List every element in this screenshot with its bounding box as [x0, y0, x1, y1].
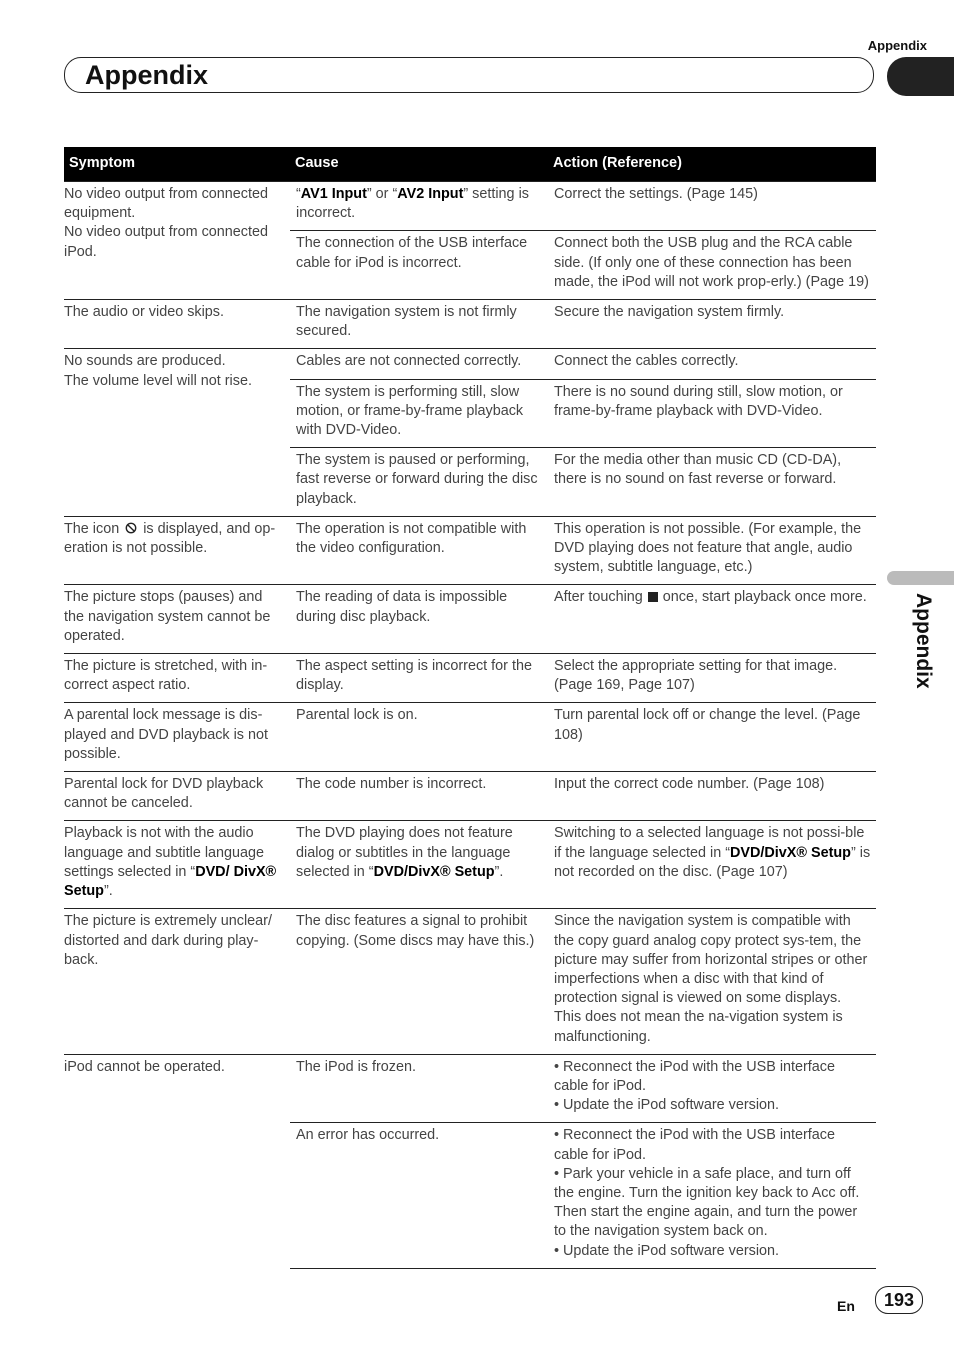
- symptom-cell: Parental lock for DVD playback cannot be canceled.: [64, 772, 290, 821]
- action-cell: Switching to a selected language is not possi-ble if the language selected in “DVD/DivX® Setup” is not recorded on the disc. (Page 107): [548, 821, 876, 909]
- table-row: [64, 1054, 876, 1123]
- cause-cell: The operation is not compatible with the video configuration.: [290, 516, 548, 585]
- symptom-cell: The picture is stretched, with in-correct aspect ratio.: [64, 654, 290, 703]
- running-header: Appendix: [867, 38, 927, 53]
- side-tab-label: Appendix: [912, 593, 935, 689]
- action-cell: Correct the settings. (Page 145): [548, 182, 876, 231]
- symptom-cell: No video output from connected equipment. No video output from connected iPod.: [64, 182, 290, 300]
- action-cell: For the media other than music CD (CD-DA), there is no sound on fast reverse or forward.: [548, 448, 876, 517]
- page-number: 193: [875, 1286, 923, 1314]
- symptom-cell: Playback is not with the audio language and subtitle language settings selected in “DVD/ DivX® Setup”.: [64, 821, 290, 909]
- prohibited-icon: [125, 522, 137, 534]
- side-tab-bar: [887, 571, 954, 585]
- action-cell: Connect the cables correctly.: [548, 349, 876, 379]
- symptom-cell: The audio or video skips.: [64, 300, 290, 349]
- cause-cell: The system is performing still, slow motion, or frame-by-frame playback with DVD-Video.: [290, 379, 548, 448]
- cause-cell: The DVD playing does not feature dialog or subtitles in the language selected in “DVD/DivX® Setup”.: [290, 821, 548, 909]
- action-cell: Connect both the USB plug and the RCA cable side. (If only one of these connection has been made, the iPod will not work prop-erly.) (Page 19): [548, 231, 876, 300]
- symptom-cell: No sounds are produced. The volume level will not rise.: [64, 349, 290, 516]
- cause-cell: The system is paused or performing, fast reverse or forward during the disc playback.: [290, 448, 548, 517]
- cause-cell: Parental lock is on.: [290, 703, 548, 772]
- symptom-cell: A parental lock message is dis-played and DVD playback is not possible.: [64, 703, 290, 772]
- action-cell: Turn parental lock off or change the level. (Page 108): [548, 703, 876, 772]
- cause-cell: The reading of data is impossible during disc playback.: [290, 585, 548, 654]
- action-cell: After touching once, start playback once more.: [548, 585, 876, 654]
- header-symptom: Symptom: [64, 147, 290, 182]
- table-header-row: [64, 147, 876, 182]
- table-row: [64, 772, 876, 821]
- cause-cell: An error has occurred.: [290, 1123, 548, 1268]
- table-row: [64, 300, 876, 349]
- table-row: [64, 585, 876, 654]
- table-row: [64, 349, 876, 379]
- symptom-cell: The picture is extremely unclear/ distorted and dark during play-back.: [64, 909, 290, 1054]
- table-row: [64, 654, 876, 703]
- symptom-cell: The icon is displayed, and op-eration is not possible.: [64, 516, 290, 585]
- action-cell: Input the correct code number. (Page 108): [548, 772, 876, 821]
- header-action: Action (Reference): [548, 147, 876, 182]
- stop-icon: [648, 592, 658, 602]
- page-title: Appendix: [85, 60, 209, 90]
- table-row: [64, 909, 876, 1054]
- action-cell: There is no sound during still, slow motion, or frame-by-frame playback with DVD-Video.: [548, 379, 876, 448]
- section-title-box: [64, 57, 874, 93]
- table-row: [64, 821, 876, 909]
- cause-cell: The aspect setting is incorrect for the display.: [290, 654, 548, 703]
- corner-tab: [887, 57, 954, 96]
- table-row: [64, 182, 876, 231]
- action-cell: • Reconnect the iPod with the USB interface cable for iPod. • Update the iPod software version.: [548, 1054, 876, 1123]
- cause-cell: “AV1 Input” or “AV2 Input” setting is incorrect.: [290, 182, 548, 231]
- header-cause: Cause: [290, 147, 548, 182]
- action-cell: Since the navigation system is compatible with the copy guard analog copy protect sys-tem, the picture may suffer from horizontal stripes or other imperfections when a disc with that kind of protection signal is viewed on some displays. This does not mean the na-vigation system is malfunctioning.: [548, 909, 876, 1054]
- table-row: [64, 703, 876, 772]
- symptom-cell: The picture stops (pauses) and the navigation system cannot be operated.: [64, 585, 290, 654]
- action-cell: This operation is not possible. (For example, the DVD playing does not feature that angle, audio system, subtitle language, etc.): [548, 516, 876, 585]
- troubleshooting-table: [64, 147, 876, 1269]
- language-code: En: [837, 1298, 855, 1314]
- cause-cell: The navigation system is not firmly secured.: [290, 300, 548, 349]
- cause-cell: The iPod is frozen.: [290, 1054, 548, 1123]
- cause-cell: The disc features a signal to prohibit copying. (Some discs may have this.): [290, 909, 548, 1054]
- action-cell: Secure the navigation system firmly.: [548, 300, 876, 349]
- action-cell: • Reconnect the iPod with the USB interface cable for iPod. • Park your vehicle in a safe place, and turn off the engine. Turn the ignition key back to Acc off. Then start the engine again, and turn the power to the navigation system back on. • Update the iPod software version.: [548, 1123, 876, 1268]
- cause-cell: Cables are not connected correctly.: [290, 349, 548, 379]
- action-cell: Select the appropriate setting for that image. (Page 169, Page 107): [548, 654, 876, 703]
- cause-cell: The connection of the USB interface cable for iPod is incorrect.: [290, 231, 548, 300]
- symptom-cell: iPod cannot be operated.: [64, 1054, 290, 1268]
- table-row: [64, 516, 876, 585]
- cause-cell: The code number is incorrect.: [290, 772, 548, 821]
